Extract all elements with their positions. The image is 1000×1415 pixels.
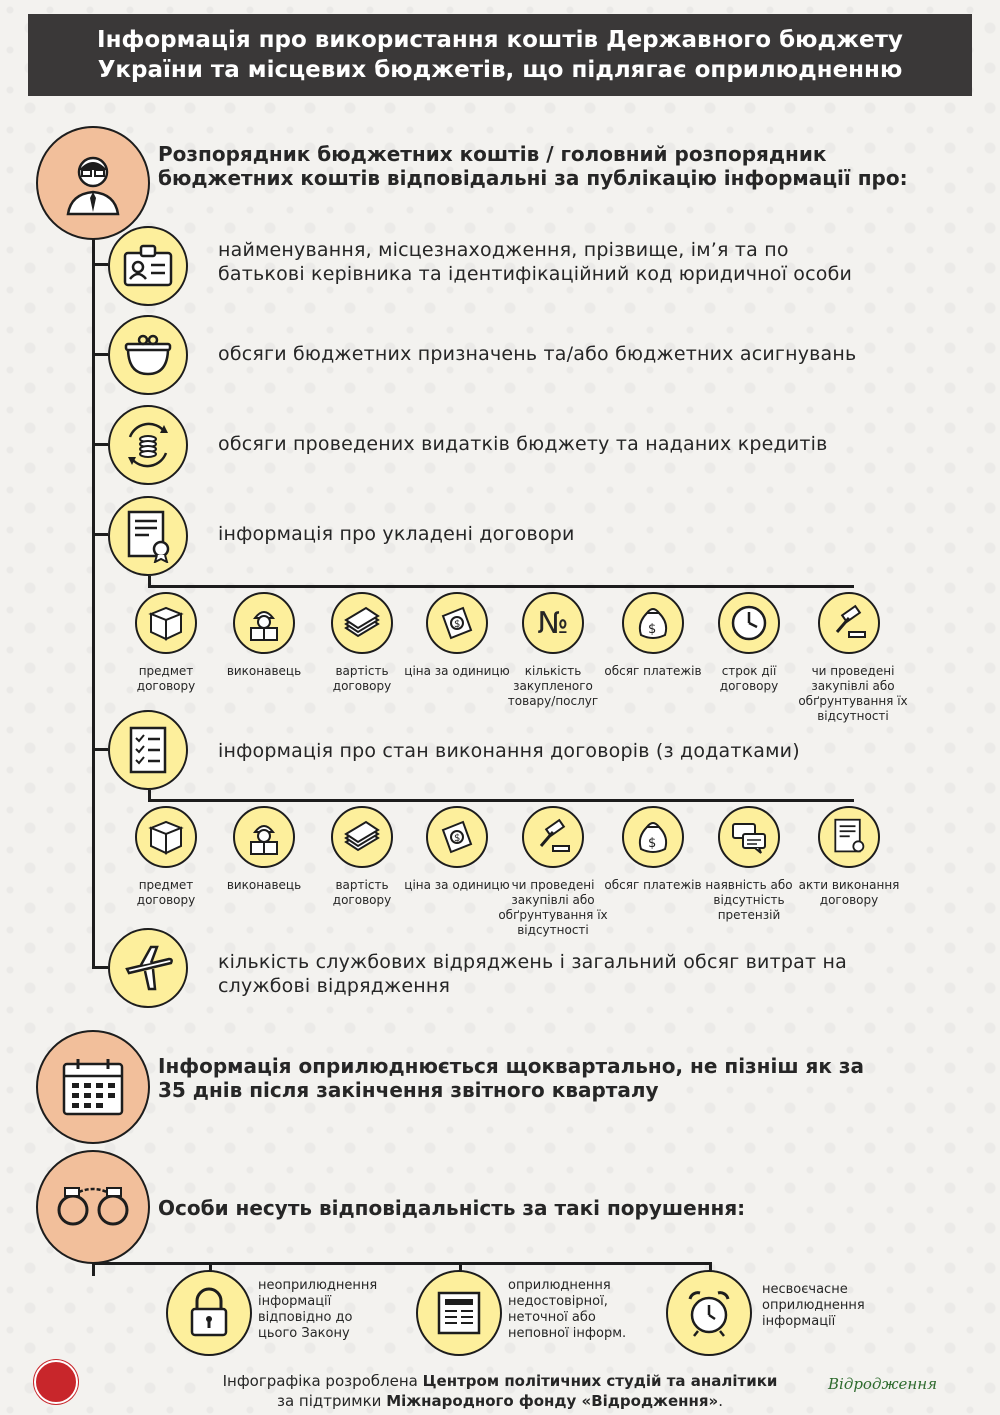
- banknote-icon: [437, 604, 477, 642]
- calendar-badge: [36, 1030, 150, 1144]
- money-stack-icon: [342, 818, 382, 856]
- alarm-clock-icon: [684, 1287, 734, 1339]
- execution-circle-8: [818, 806, 880, 868]
- worker-icon: [245, 818, 283, 856]
- contract-circle-4: [426, 592, 488, 654]
- execution-circle-4: [426, 806, 488, 868]
- tree-branch: [92, 533, 108, 536]
- execution-label: вартість договору: [332, 878, 392, 907]
- svg-text:$: $: [454, 619, 461, 630]
- handcuffs-icon: [55, 1182, 131, 1232]
- penalty-label-3: несвоєчасне оприлюднення інформації: [762, 1282, 865, 1329]
- contract-circle-1: [135, 592, 197, 654]
- contract-label: обсяг платежів: [604, 664, 702, 678]
- coin-cycle-icon: [120, 417, 176, 473]
- newspaper-icon: [435, 1289, 483, 1337]
- official-avatar: [36, 126, 150, 240]
- box-icon: [147, 818, 185, 856]
- contract-label: кількість закупленого товару/послуг: [507, 664, 599, 708]
- purse-icon: [122, 332, 174, 378]
- item-text-3: обсяги проведених видатків бюджету та наданих кредитів: [218, 433, 828, 455]
- page-title: [28, 14, 972, 96]
- vidrodzhennia-logo: [828, 1370, 968, 1398]
- contract-label: строк дії договору: [719, 664, 779, 693]
- execution-label: чи проведені закупівлі або обґрунтування їх відсутності: [498, 878, 608, 937]
- id-card-icon: [122, 243, 174, 289]
- section2-heading: [158, 1054, 864, 1102]
- item-text-6: [218, 950, 847, 998]
- item-text-5: інформація про стан виконання договорів (з додатками): [218, 740, 800, 762]
- tree-branch: [92, 443, 108, 446]
- section1-heading-line-2: бюджетних коштів відповідальні за публікацію інформації про:: [158, 166, 908, 190]
- contract-circle-7: [718, 592, 780, 654]
- tree-branch: [92, 353, 108, 356]
- penalty-label-2: оприлюднення недостовірної, неточної або неповної інформ.: [508, 1278, 627, 1341]
- section3-heading: Особи несуть відповідальність за такі порушення:: [158, 1196, 746, 1220]
- svg-text:$: $: [454, 833, 461, 844]
- airplane-icon: [121, 941, 175, 995]
- section1-heading-line-1: Розпорядник бюджетних коштів / головний розпорядник: [158, 142, 827, 166]
- certificate-icon: [831, 817, 867, 857]
- subtree-bar: [148, 585, 854, 588]
- contract-label: ціна за одиницю: [404, 664, 510, 678]
- execution-circle-6: [622, 806, 684, 868]
- tree-branch: [92, 966, 108, 969]
- money-bag-icon: [634, 817, 672, 857]
- title-line-1: Інформація про використання коштів Державного бюджету: [97, 27, 903, 53]
- contract-circle-2: [233, 592, 295, 654]
- chat-bubbles-icon: [729, 818, 769, 856]
- penalty-bar: [92, 1262, 712, 1265]
- footer-line-2-prefix: за підтримки: [277, 1392, 387, 1410]
- money-bag-icon: [634, 603, 672, 643]
- gavel-icon: [829, 604, 869, 642]
- execution-circle-5: [522, 806, 584, 868]
- tree-branch: [92, 748, 108, 751]
- footer-line-1-prefix: Інфографіка розроблена: [222, 1372, 423, 1390]
- contract-label: вартість договору: [332, 664, 392, 693]
- penalty-label-1: неоприлюднення інформації відповідно до цього Закону: [258, 1278, 378, 1341]
- item-circle-contract: [108, 496, 188, 576]
- banknote-icon: [437, 818, 477, 856]
- item-circle-coins: [108, 405, 188, 485]
- penalty-circle-1: [166, 1270, 252, 1356]
- section1-heading: [158, 142, 908, 190]
- certificate-icon: [123, 509, 173, 563]
- contract-circle-8: [818, 592, 880, 654]
- item-1-line-1: найменування, місцезнаходження, прізвище, ім’я та по: [218, 239, 789, 261]
- contract-circle-5: [522, 592, 584, 654]
- footer-org-name: Центром політичних студій та аналітики: [422, 1372, 778, 1390]
- execution-circle-7: [718, 806, 780, 868]
- calendar-icon: [60, 1056, 126, 1118]
- svg-text:$: $: [648, 622, 657, 637]
- padlock-icon: [187, 1287, 231, 1339]
- item-text-1: [218, 238, 852, 286]
- contract-label: предмет договору: [136, 664, 196, 693]
- item-text-2: обсяги бюджетних призначень та/або бюджетних асигнувань: [218, 343, 857, 365]
- contract-circle-6: [622, 592, 684, 654]
- svg-text:$: $: [648, 836, 657, 851]
- tree-branch: [92, 263, 108, 266]
- footer-line-2-suffix: .: [718, 1392, 723, 1410]
- handcuffs-badge: [36, 1150, 150, 1264]
- item-6-line-1: кількість службових відряджень і загальний обсяг витрат на: [218, 951, 847, 973]
- penalty-circle-3: [666, 1270, 752, 1356]
- execution-circle-2: [233, 806, 295, 868]
- execution-label: ціна за одиницю: [404, 878, 510, 892]
- clock-icon: [729, 603, 769, 643]
- execution-circle-1: [135, 806, 197, 868]
- contract-circle-3: [331, 592, 393, 654]
- execution-label: предмет договору: [136, 878, 196, 907]
- tree-trunk: [92, 238, 95, 968]
- item-circle-travel: [108, 928, 188, 1008]
- money-stack-icon: [342, 604, 382, 642]
- penalty-circle-2: [416, 1270, 502, 1356]
- item-text-4: інформація про укладені договори: [218, 523, 575, 545]
- title-line-2: України та місцевих бюджетів, що підлягає оприлюдненню: [97, 57, 903, 83]
- execution-label: виконавець: [226, 878, 302, 892]
- vidrodzhennia-logo-text: Відродження: [828, 1375, 938, 1393]
- section2-heading-line-2: 35 днів після закінчення звітного кварталу: [158, 1078, 659, 1102]
- item-circle-id: [108, 226, 188, 306]
- checklist-icon: [125, 725, 171, 775]
- execution-circle-3: [331, 806, 393, 868]
- number-sign-icon: №: [537, 605, 569, 641]
- footer-fund-name: Міжнародного фонду «Відродження»: [386, 1392, 719, 1410]
- item-circle-purse: [108, 315, 188, 395]
- worker-icon: [245, 604, 283, 642]
- box-icon: [147, 604, 185, 642]
- item-circle-execution: [108, 710, 188, 790]
- contract-label: чи проведені закупівлі або обґрунтування їх відсутності: [798, 664, 908, 723]
- section2-heading-line-1: Інформація оприлюднюється щоквартально, не пізніш як за: [158, 1054, 865, 1078]
- subtree-bar: [148, 799, 854, 802]
- execution-label: обсяг платежів: [604, 878, 702, 892]
- contract-label: виконавець: [226, 664, 302, 678]
- item-6-line-2: службові відрядження: [218, 975, 451, 997]
- item-1-line-2: батькові керівника та ідентифікаційний код юридичної особи: [218, 263, 853, 285]
- gavel-icon: [533, 818, 573, 856]
- official-icon: [58, 148, 128, 218]
- execution-label: наявність або відсутність претензій: [705, 878, 793, 922]
- execution-label: акти виконання договору: [798, 878, 900, 907]
